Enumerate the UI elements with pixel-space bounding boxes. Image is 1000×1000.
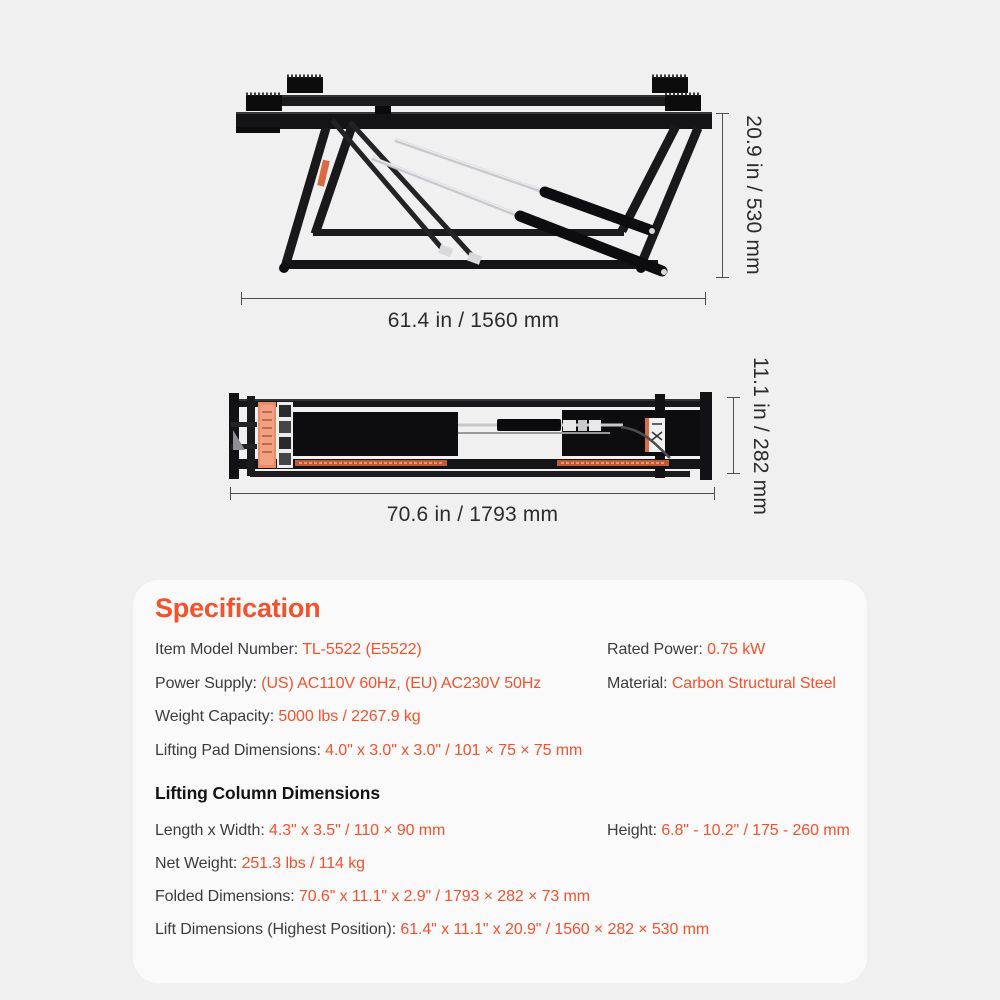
spec-value: 5000 lbs / 2267.9 kg [278, 708, 421, 725]
dimension-cap [716, 113, 729, 114]
raised-hydraulic-cylinders [372, 139, 667, 275]
raised-rear-runway [282, 76, 688, 106]
spec-value: 6.8" - 10.2" / 175 - 260 mm [661, 822, 850, 839]
spec-label: Item Model Number: [155, 641, 299, 658]
specification-title: Specification [155, 593, 321, 623]
folded-height-dimension-label: 11.1 in / 282 mm [749, 356, 772, 516]
spec-row-power-supply [155, 674, 541, 694]
dimension-cap [727, 473, 740, 474]
dimension-cap [716, 277, 729, 278]
spec-row-length-x-width [155, 821, 445, 841]
spec-label: Weight Capacity: [155, 708, 275, 725]
folded-width-dimension-line [230, 493, 715, 494]
spec-label: Net Weight: [155, 855, 238, 872]
dimension-cap [241, 292, 242, 305]
spec-label: Lifting Pad Dimensions: [155, 742, 321, 759]
spec-label: Rated Power: [607, 641, 703, 658]
spec-value: 61.4" x 11.1" x 20.9" / 1560 × 282 × 530 mm [400, 921, 710, 938]
dimension-cap [705, 292, 706, 305]
folded-left-panel [293, 412, 458, 456]
spec-row-item-model-number [155, 640, 422, 660]
folded-warning-label [258, 402, 293, 468]
folded-width-dimension-label: 70.6 in / 1793 mm [386, 503, 559, 526]
spec-value: 70.6" x 11.1" x 2.9" / 1793 × 282 × 73 mm [298, 888, 591, 905]
specification-card [133, 580, 867, 983]
raised-height-dimension-line [722, 113, 723, 278]
spec-row-lift-dimensions-highest [155, 920, 709, 940]
spec-row-lifting-pad-dimensions [155, 741, 582, 761]
spec-row-rated-power [607, 640, 765, 660]
raised-scissor-legs [285, 126, 698, 267]
raised-width-dimension-label: 61.4 in / 1560 mm [387, 309, 560, 332]
spec-label: Material: [607, 675, 668, 692]
spec-label: Length x Width: [155, 822, 265, 839]
spec-label: Lift Dimensions (Highest Position): [155, 921, 397, 938]
spec-row-weight-capacity [155, 707, 421, 727]
spec-value: 4.0" x 3.0" x 3.0" / 101 × 75 × 75 mm [325, 742, 583, 759]
spec-value: Carbon Structural Steel [671, 675, 836, 692]
spec-label: Power Supply: [155, 675, 257, 692]
lifting-column-dimensions-title: Lifting Column Dimensions [155, 783, 380, 803]
raised-height-dimension-label: 20.9 in / 530 mm [742, 115, 765, 275]
spec-row-height [607, 821, 850, 841]
spec-label: Folded Dimensions: [155, 888, 295, 905]
raised-width-dimension-line [241, 298, 706, 299]
folded-height-dimension-line [733, 397, 734, 474]
spec-row-material [607, 674, 836, 694]
spec-value: TL-5522 (E5522) [302, 641, 422, 658]
dimension-cap [230, 487, 231, 500]
spec-value: (US) AC110V 60Hz, (EU) AC230V 50Hz [261, 675, 542, 692]
dimension-cap [727, 397, 740, 398]
spec-value: 0.75 kW [707, 641, 766, 658]
spec-row-net-weight [155, 854, 365, 874]
spec-value: 4.3" x 3.5" / 110 × 90 mm [269, 822, 446, 839]
spec-row-folded-dimensions [155, 887, 590, 907]
scissor-lift-folded-illustration [225, 388, 720, 488]
dimension-cap [714, 487, 715, 500]
spec-value: 251.3 lbs / 114 kg [241, 855, 365, 872]
scissor-lift-raised-illustration [225, 68, 720, 300]
spec-label: Height: [607, 822, 657, 839]
